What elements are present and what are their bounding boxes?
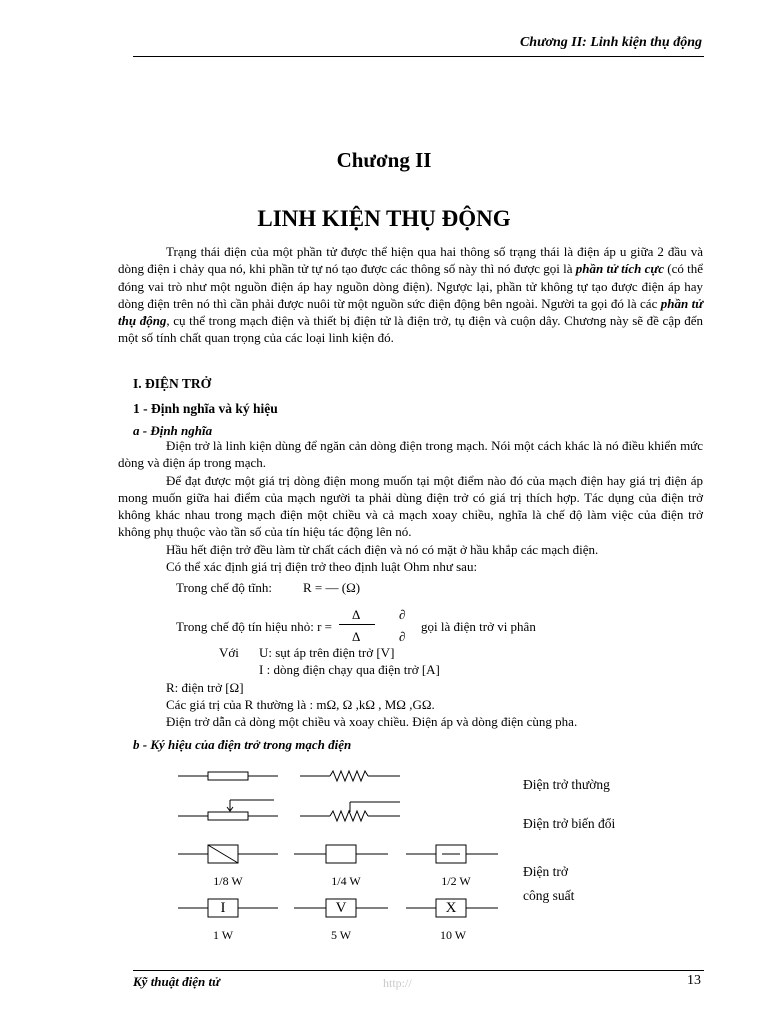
delta-denominator: Δ — [352, 629, 361, 644]
delta-numerator: Δ — [352, 607, 361, 622]
mark-10w: X — [445, 900, 457, 916]
i-definition: I : dòng điện chạy qua điện trở [A] — [259, 662, 440, 677]
legend-variable-resistor: Điện trở biến đổi — [523, 816, 616, 831]
rating-1-2w: 1/2 W — [441, 874, 471, 888]
definition-paragraphs — [118, 437, 703, 575]
r-definition: R: điện trở [Ω] — [166, 680, 244, 695]
static-mode-label: Trong chế độ tĩnh: — [176, 580, 272, 595]
resistor-1-4w-symbol — [294, 845, 388, 863]
rating-10w: 10 W — [439, 928, 467, 942]
chapter-title: LINH KIỆN THỤ ĐỘNG — [257, 206, 511, 231]
part-a-heading: a - Định nghĩa — [133, 423, 213, 438]
conduction-note: Điện trở dẫn cả dòng một chiều và xoay chiều. Điện áp và dòng điện cùng pha. — [166, 714, 578, 729]
r-values: Các giá trị của R thường là : mΩ, Ω ,kΩ , MΩ ,GΩ. — [166, 697, 435, 712]
mark-5w: V — [335, 900, 347, 916]
u-definition: U: sụt áp trên điện trở [V] — [259, 645, 395, 660]
running-header: Chương II: Linh kiện thụ động — [519, 35, 702, 50]
with-label: Với — [219, 645, 239, 660]
definition-p4: Có thể xác định giá trị điện trở theo định luật Ohm như sau: — [166, 559, 478, 575]
page-number: 13 — [687, 973, 701, 988]
footer-rule — [133, 970, 704, 971]
rating-5w: 5 W — [330, 928, 352, 942]
fraction-bar — [339, 624, 375, 625]
variable-resistor-box-symbol — [178, 800, 278, 820]
definition-p1: Điện trở là linh kiện dùng để ngăn cản dòng điện trong mạch. Nói một cách khác là nó điều khiển mức dòng và điện áp trong mạch. — [118, 438, 703, 471]
footer-book-title: Kỹ thuật điện tử — [133, 974, 220, 989]
fixed-resistor-zigzag-symbol — [300, 771, 400, 781]
footer-watermark-url: http:// — [383, 976, 412, 990]
subsection-heading: 1 - Định nghĩa và ký hiệu — [133, 401, 278, 416]
definition-p3: Hầu hết điện trở đều làm từ chất cách điện và nó có mặt ở hầu khắp các mạch điện. — [166, 541, 599, 557]
section-heading: I. ĐIỆN TRỞ — [133, 376, 212, 391]
partial-numerator: ∂ — [399, 607, 406, 622]
mark-1w: I — [220, 900, 226, 916]
intro-paragraph: Trạng thái điện của một phần tử được thể hiện qua hai thông số trạng thái là điện áp u giữa 2 đầu và dòng điện i chảy qua nó, khi phần tử tự nó tạo được các thông số này thì nó được gọi là phần tử tích cực (có thể đóng vai trò như một nguồn điện áp hay nguồn dòng điện). Ngược lại, phần tử không tự tạo được điện áp hay dòng điện trên nó thì cần phải được nuôi từ một nguồn sức điện động bên ngoài. Người ta gọi đó là các phần tử thụ động, cụ thể trong mạch điện và thiết bị điện tử là điện trở, tụ điện và cuộn dây. Chương này sẽ đề cập đến một số tính chất quan trọng của các loại linh kiện đó. — [118, 244, 703, 346]
term-passive-element: phần tử thụ động — [118, 295, 703, 329]
small-signal-label: Trong chế độ tín hiệu nhỏ: r = — [176, 619, 332, 634]
resistor-1-2w-symbol — [406, 845, 498, 863]
partial-denominator: ∂ — [399, 629, 406, 644]
legend-power-resistor-line1: Điện trở — [523, 864, 569, 879]
static-formula: R = — (Ω) — [303, 580, 361, 595]
definition-p2: Để đạt được một giá trị dòng điện mong muốn tại một điểm nào đó của mạch điện hay giá trị điện áp mong muốn giữa hai điểm của mạch người ta phải dùng điện trở có giá trị thích hợp. Tác dụng của điện trở không khác nhau trong mạch điện một chiều và cả mạch xoay chiều, nghĩa là chế độ làm việc của điện trở không phụ thuộc vào tần số của tín hiệu tác động lên nó. — [118, 472, 703, 540]
rating-1-8w: 1/8 W — [213, 874, 243, 888]
rating-1-4w: 1/4 W — [331, 874, 361, 888]
resistor-symbols-diagram — [170, 758, 510, 948]
small-signal-suffix: gọi là điện trở vi phân — [421, 619, 536, 634]
resistor-1-8w-symbol — [178, 845, 278, 863]
term-active-element: phần tử tích cực — [575, 261, 664, 277]
fixed-resistor-box-symbol — [178, 772, 278, 780]
legend-fixed-resistor: Điện trở thường — [523, 777, 610, 792]
header-rule — [133, 56, 704, 57]
rating-1w: 1 W — [212, 928, 234, 942]
part-b-heading: b - Ký hiệu của điện trở trong mạch điện — [133, 737, 352, 752]
variable-resistor-zigzag-symbol — [300, 802, 400, 821]
legend-power-resistor-line2: công suất — [523, 888, 575, 903]
chapter-label: Chương II — [336, 148, 432, 172]
